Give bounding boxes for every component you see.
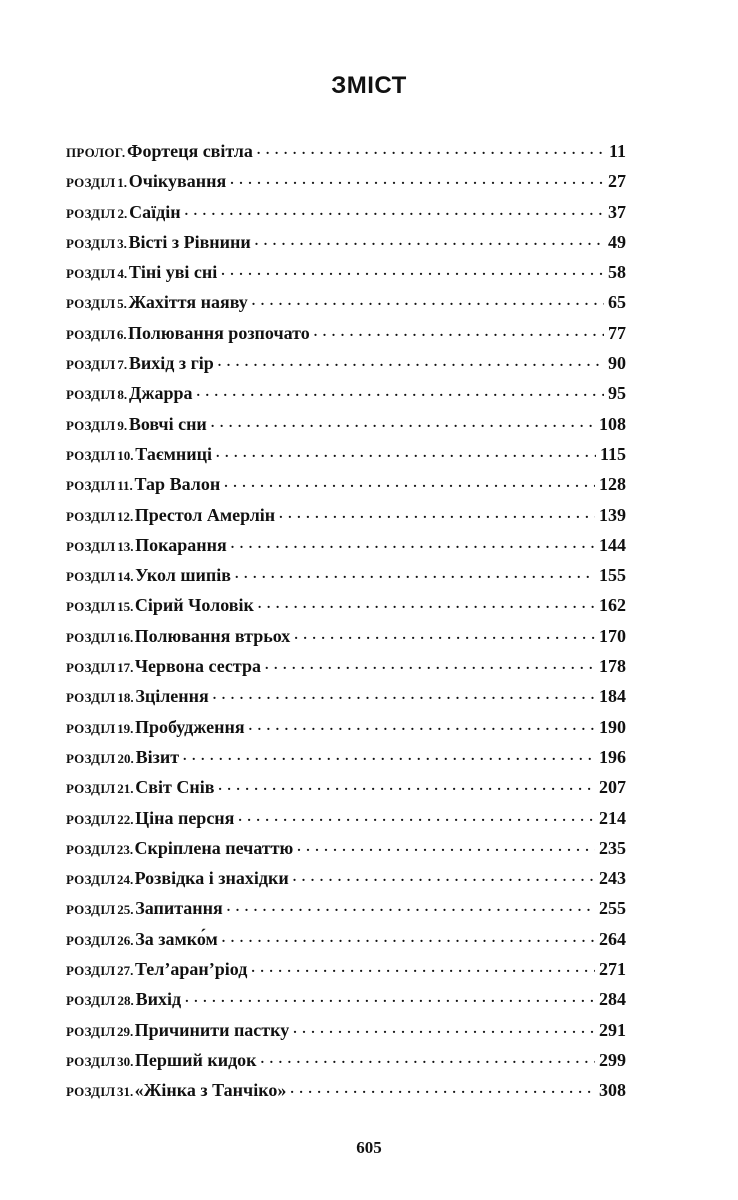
toc-entry-page: 65 [608, 292, 626, 313]
toc-entry-title: Розвідка і знахідки [134, 868, 289, 889]
toc-entry-label: РОЗДІЛ [66, 690, 116, 706]
dot-leader [218, 348, 604, 378]
toc-entry-title: Пробудження [134, 716, 245, 737]
toc-entry-page: 308 [599, 1080, 626, 1101]
toc-entry-number: 2. [117, 205, 128, 221]
toc-entry-page: 178 [598, 656, 626, 677]
toc-entry-title: Полювання розпочато [127, 322, 310, 343]
toc-entry-number: 20. [117, 750, 134, 766]
dot-leader [183, 742, 595, 772]
dot-leader [222, 924, 595, 954]
toc-entry-title: Полювання втрьох [134, 625, 291, 646]
toc-entry-number: 12. [117, 508, 134, 524]
dot-leader [216, 439, 596, 469]
toc-entry-title: Жахіття наяву [128, 292, 248, 313]
page-number: 605 [356, 1138, 382, 1157]
toc-entry-number: 15. [117, 599, 134, 615]
toc-entry [66, 651, 626, 681]
toc-entry-label: РОЗДІЛ [66, 508, 116, 524]
dot-leader [231, 530, 595, 560]
toc-entry-title: Вихід [135, 989, 182, 1010]
toc-entry-title: Укол шипів [135, 565, 231, 586]
toc-entry-page: 11 [608, 141, 626, 161]
dot-leader [235, 560, 595, 590]
toc-entry-number: 14. [117, 569, 134, 585]
toc-entry [66, 863, 626, 893]
toc-entry [66, 318, 626, 348]
toc-entry-page: 207 [599, 777, 626, 798]
dot-leader [227, 893, 595, 923]
toc-entry-title: Джарра [129, 383, 193, 404]
toc-entry-label: РОЗДІЛ [66, 235, 116, 251]
toc-entry-label: РОЗДІЛ [66, 1023, 116, 1039]
page-title: ЗМІСТ [331, 72, 407, 99]
toc-entry-number: 4. [117, 266, 128, 282]
toc-entry [66, 197, 626, 227]
toc-entry-label: ПРОЛОГ. [66, 145, 126, 160]
toc-entry-label: РОЗДІЛ [66, 660, 116, 676]
toc-entry-number: 7. [117, 357, 128, 373]
dot-leader [251, 954, 595, 984]
toc-entry-title: Саїдін [129, 201, 181, 222]
toc-entry-number: 26. [117, 932, 134, 948]
dot-leader [293, 1015, 595, 1045]
toc-entry-number: 16. [116, 629, 134, 645]
toc-entry [66, 621, 626, 651]
dot-leader [197, 378, 604, 408]
toc-entry-number: 23. [116, 841, 134, 857]
toc-entry-title: Таємниці [135, 443, 213, 464]
toc-entry-label: РОЗДІЛ [66, 1053, 116, 1069]
toc-entry-page: 155 [599, 565, 626, 586]
toc-entry-number: 13. [117, 538, 134, 554]
toc-entry-label: РОЗДІЛ [66, 357, 116, 373]
dot-leader [255, 227, 604, 257]
toc-entry-number: 5. [117, 296, 127, 312]
toc-entry-number: 30. [117, 1053, 134, 1069]
toc-entry-title: Очікування [128, 171, 227, 192]
toc-entry-page: 184 [599, 686, 627, 707]
dot-leader [293, 863, 595, 893]
toc-entry [66, 1015, 626, 1045]
toc-entry-number: 22. [117, 811, 134, 827]
toc-entry-title: Візит [135, 746, 180, 767]
toc-entry-label: РОЗДІЛ [66, 993, 116, 1009]
toc-entry-number: 25. [117, 902, 134, 918]
toc-entry-number: 19. [117, 720, 134, 736]
toc-entry [66, 893, 626, 923]
dot-leader [218, 772, 595, 802]
dot-leader [279, 500, 595, 530]
toc-entry-label: РОЗДІЛ [66, 478, 116, 494]
table-of-contents [66, 136, 626, 1106]
toc-entry-page: 144 [598, 534, 626, 555]
dot-leader [249, 712, 595, 742]
toc-entry [66, 257, 626, 287]
toc-entry-number: 11. [117, 478, 133, 494]
toc-entry-title: Тар Валон [134, 474, 221, 495]
toc-entry-page: 235 [599, 837, 626, 858]
toc-entry-page: 162 [598, 595, 626, 616]
toc-entry-page: 90 [608, 353, 626, 374]
toc-entry-label: РОЗДІЛ [66, 841, 116, 857]
toc-entry-label: РОЗДІЛ [66, 902, 116, 918]
toc-entry-page: 115 [599, 443, 626, 464]
toc-entry [66, 409, 626, 439]
dot-leader [261, 1045, 595, 1075]
toc-entry [66, 772, 626, 802]
toc-entry-page: 299 [599, 1049, 627, 1070]
toc-entry [66, 984, 626, 1014]
toc-entry-number: 21. [117, 781, 134, 797]
dot-leader [297, 833, 595, 863]
toc-entry-title: Скріплена печаттю [134, 837, 294, 858]
dot-leader [221, 257, 604, 287]
toc-entry-title: Зцілення [135, 686, 209, 707]
dot-leader [224, 469, 595, 499]
toc-entry-title: Ціна персня [135, 807, 235, 828]
toc-entry-title: Причинити пастку [134, 1019, 290, 1040]
dot-leader [230, 166, 604, 196]
toc-entry-number: 3. [117, 235, 127, 251]
dot-leader [265, 651, 595, 681]
toc-entry-number: 28. [117, 993, 134, 1009]
toc-entry [66, 712, 626, 742]
toc-entry-title: Фортеця світла [127, 141, 253, 161]
dot-leader [257, 136, 605, 166]
toc-entry-number: 18. [117, 690, 134, 706]
toc-entry-label: РОЗДІЛ [66, 205, 116, 221]
dot-leader [185, 197, 604, 227]
toc-entry-title: Престол Амерлін [134, 504, 276, 525]
toc-entry-title: Вовчі сни [128, 413, 207, 434]
dot-leader [252, 287, 604, 317]
toc-entry [66, 136, 626, 166]
toc-entry-label: РОЗДІЛ [66, 963, 116, 979]
toc-entry-page: 291 [599, 1019, 626, 1040]
toc-entry [66, 348, 626, 378]
dot-leader [290, 1075, 595, 1105]
toc-entry-number: 8. [117, 387, 128, 403]
toc-entry-title: Покарання [135, 534, 227, 555]
toc-entry-page: 271 [598, 959, 626, 980]
toc-entry-label: РОЗДІЛ [66, 569, 116, 585]
toc-entry [66, 1045, 626, 1075]
toc-entry-title: Світ Снів [135, 777, 215, 798]
toc-entry-title: Червона сестра [134, 656, 261, 677]
toc-entry-page: 95 [608, 383, 626, 404]
toc-entry-label: РОЗДІЛ [66, 599, 116, 615]
toc-entry-label: РОЗДІЛ [66, 720, 116, 736]
toc-entry-number: 6. [116, 326, 127, 342]
dot-leader [211, 409, 595, 439]
toc-entry-title: «Жінка з Танчіко» [134, 1080, 287, 1101]
toc-entry-title: Перший кидок [134, 1049, 257, 1070]
toc-entry-label: РОЗДІЛ [66, 781, 116, 797]
toc-entry [66, 560, 626, 590]
toc-entry-page: 49 [608, 231, 626, 252]
toc-entry [66, 287, 626, 317]
toc-entry-title: За замко́м [135, 928, 218, 949]
dot-leader [238, 803, 595, 833]
toc-entry [66, 590, 626, 620]
toc-entry [66, 833, 626, 863]
toc-entry-page: 196 [598, 746, 626, 767]
toc-entry-title: Тіні уві сні [128, 262, 218, 283]
toc-entry [66, 500, 626, 530]
toc-entry-label: РОЗДІЛ [66, 538, 116, 554]
toc-entry-label: РОЗДІЛ [66, 326, 116, 342]
toc-entry-label: РОЗДІЛ [66, 932, 116, 948]
toc-entry [66, 439, 626, 469]
toc-entry-page: 243 [599, 868, 626, 889]
toc-entry-page: 284 [599, 989, 626, 1010]
toc-entry-page: 37 [608, 201, 627, 222]
toc-entry-number: 24. [116, 872, 134, 888]
toc-entry-page: 77 [608, 322, 627, 343]
toc-entry [66, 166, 626, 196]
toc-entry-title: Сірий Чоловік [134, 595, 254, 616]
toc-entry [66, 1075, 626, 1105]
toc-entry-label: РОЗДІЛ [66, 175, 116, 191]
dot-leader [314, 318, 604, 348]
toc-entry-number: 29. [116, 1023, 134, 1039]
toc-entry-page: 264 [599, 928, 626, 949]
toc-entry-label: РОЗДІЛ [66, 387, 116, 403]
toc-entry [66, 954, 626, 984]
toc-entry-label: РОЗДІЛ [66, 811, 116, 827]
toc-entry-title: Вихід з гір [128, 353, 214, 374]
toc-entry-label: РОЗДІЛ [66, 266, 116, 282]
toc-entry-page: 214 [599, 807, 626, 828]
dot-leader [258, 590, 595, 620]
toc-entry-number: 17. [117, 660, 134, 676]
toc-entry-number: 27. [117, 963, 134, 979]
toc-entry-number: 1. [117, 175, 128, 191]
toc-entry-label: РОЗДІЛ [66, 872, 116, 888]
toc-entry-label: РОЗДІЛ [66, 447, 116, 463]
toc-entry-number: 31. [116, 1084, 134, 1100]
toc-entry-page: 170 [599, 625, 627, 646]
toc-entry [66, 803, 626, 833]
toc-entry-label: РОЗДІЛ [66, 296, 116, 312]
toc-entry [66, 924, 626, 954]
toc-entry-number: 9. [117, 417, 128, 433]
toc-entry-page: 108 [599, 413, 626, 434]
toc-entry-title: Вісті з Рівнини [128, 231, 251, 252]
toc-entry-label: РОЗДІЛ [66, 417, 116, 433]
toc-entry-page: 255 [599, 898, 627, 919]
toc-entry-page: 139 [599, 504, 626, 525]
toc-entry-page: 58 [608, 262, 626, 283]
toc-entry-title: Запитання [135, 898, 223, 919]
toc-entry-page: 190 [599, 716, 626, 737]
toc-entry-page: 27 [608, 171, 626, 192]
toc-entry [66, 681, 626, 711]
toc-entry-label: РОЗДІЛ [66, 1084, 116, 1100]
toc-entry [66, 469, 626, 499]
toc-entry [66, 227, 626, 257]
toc-entry [66, 378, 626, 408]
toc-entry-label: РОЗДІЛ [66, 629, 116, 645]
dot-leader [213, 681, 595, 711]
toc-entry-label: РОЗДІЛ [66, 750, 116, 766]
toc-entry [66, 530, 626, 560]
toc-entry-title: Тел’аран’ріод [134, 959, 248, 980]
dot-leader [294, 621, 595, 651]
dot-leader [185, 984, 595, 1014]
toc-entry [66, 742, 626, 772]
toc-entry-page: 128 [598, 474, 626, 495]
toc-entry-number: 10. [117, 447, 134, 463]
